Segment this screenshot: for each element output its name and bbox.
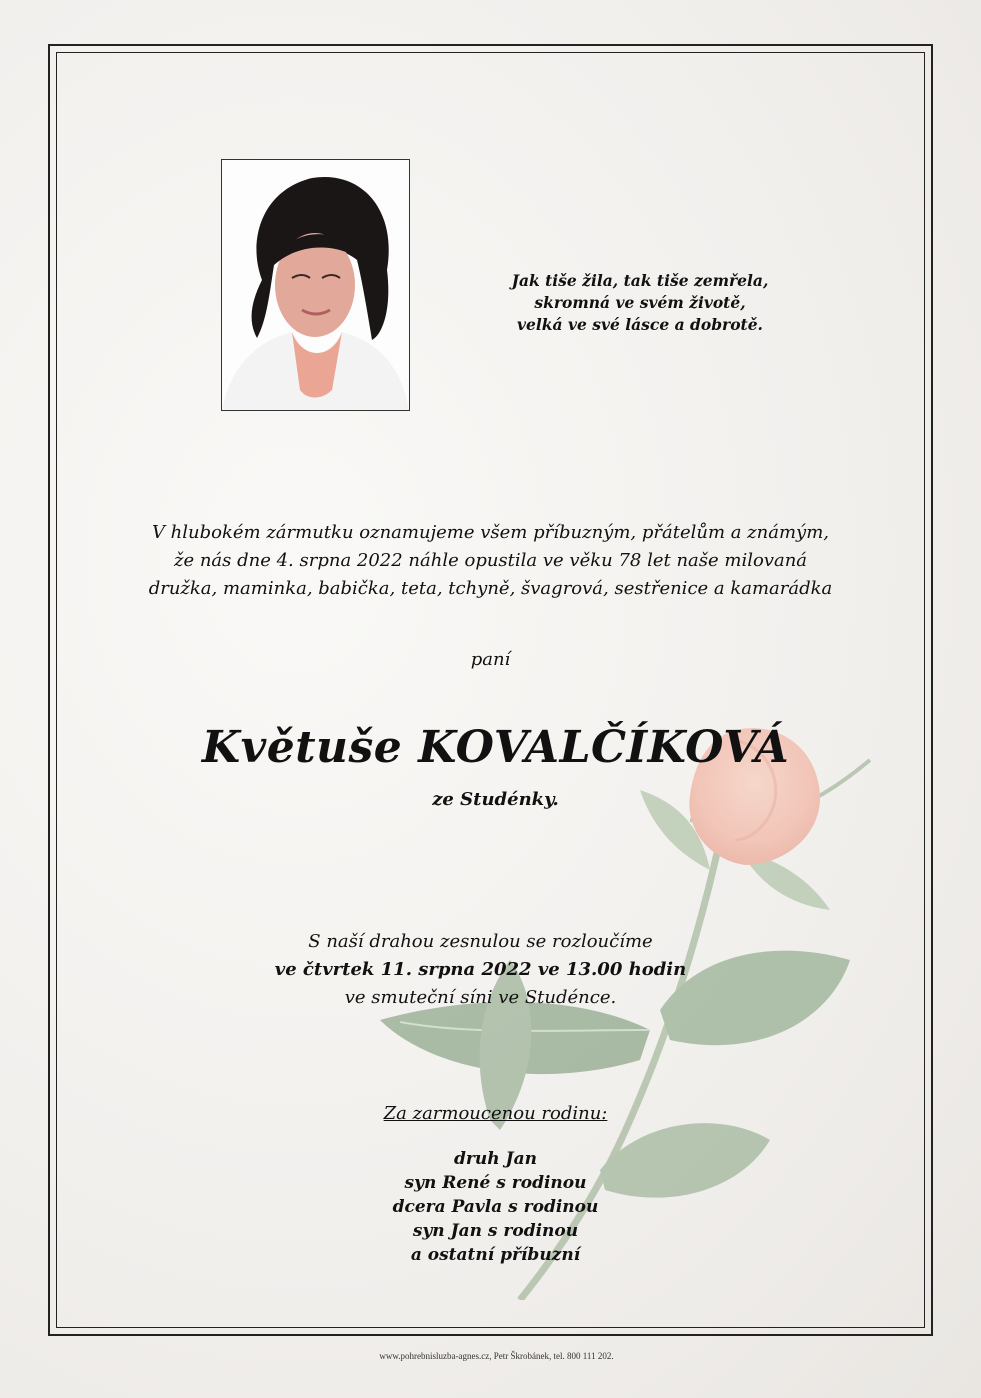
funeral-location: ve smuteční síni ve Studénce.: [344, 987, 617, 1008]
portrait-photo: [221, 159, 410, 411]
announcement-text: [100, 519, 881, 603]
mourner: syn René s rodinou: [404, 1173, 587, 1193]
announcement-line: V hlubokém zármutku oznamujeme všem příbuzným, přátelům a známým,: [151, 522, 830, 543]
announcement-line: družka, maminka, babička, teta, tchyně, švagrová, sestřenice a kamarádka: [148, 578, 833, 599]
funeral-details: [0, 928, 961, 1012]
funeral-date-time: ve čtvrtek 11. srpna 2022 ve 13.00 hodin: [274, 959, 687, 980]
salutation: paní: [470, 649, 511, 670]
portrait-image: [222, 160, 409, 410]
mourner: syn Jan s rodinou: [412, 1221, 579, 1241]
epitaph-line: skromná ve svém životě,: [534, 293, 746, 312]
deceased-origin: ze Studénky.: [432, 789, 559, 810]
announcement-line: že nás dne 4. srpna 2022 náhle opustila ve věku 78 let naše milovaná: [173, 550, 808, 571]
mourners-list: [0, 1147, 981, 1267]
funeral-line-1: S naší drahou zesnulou se rozloučíme: [308, 931, 653, 952]
mourner: a ostatní příbuzní: [410, 1245, 581, 1265]
mourners-heading: Za zarmoucenou rodinu:: [383, 1103, 608, 1124]
epitaph-line: velká ve své lásce a dobrotě.: [517, 315, 763, 334]
epitaph: [470, 270, 810, 336]
deceased-name: Květuše KOVALČÍKOVÁ: [201, 722, 790, 773]
epitaph-line: Jak tiše žila, tak tiše zemřela,: [511, 271, 769, 290]
mourner: druh Jan: [454, 1149, 537, 1169]
inner-border: [56, 52, 925, 1328]
mourner: dcera Pavla s rodinou: [392, 1197, 599, 1217]
funeral-service-footer: www.pohrebnisluzba-agnes.cz, Petr Škrobánek, tel. 800 111 202.: [379, 1351, 614, 1361]
